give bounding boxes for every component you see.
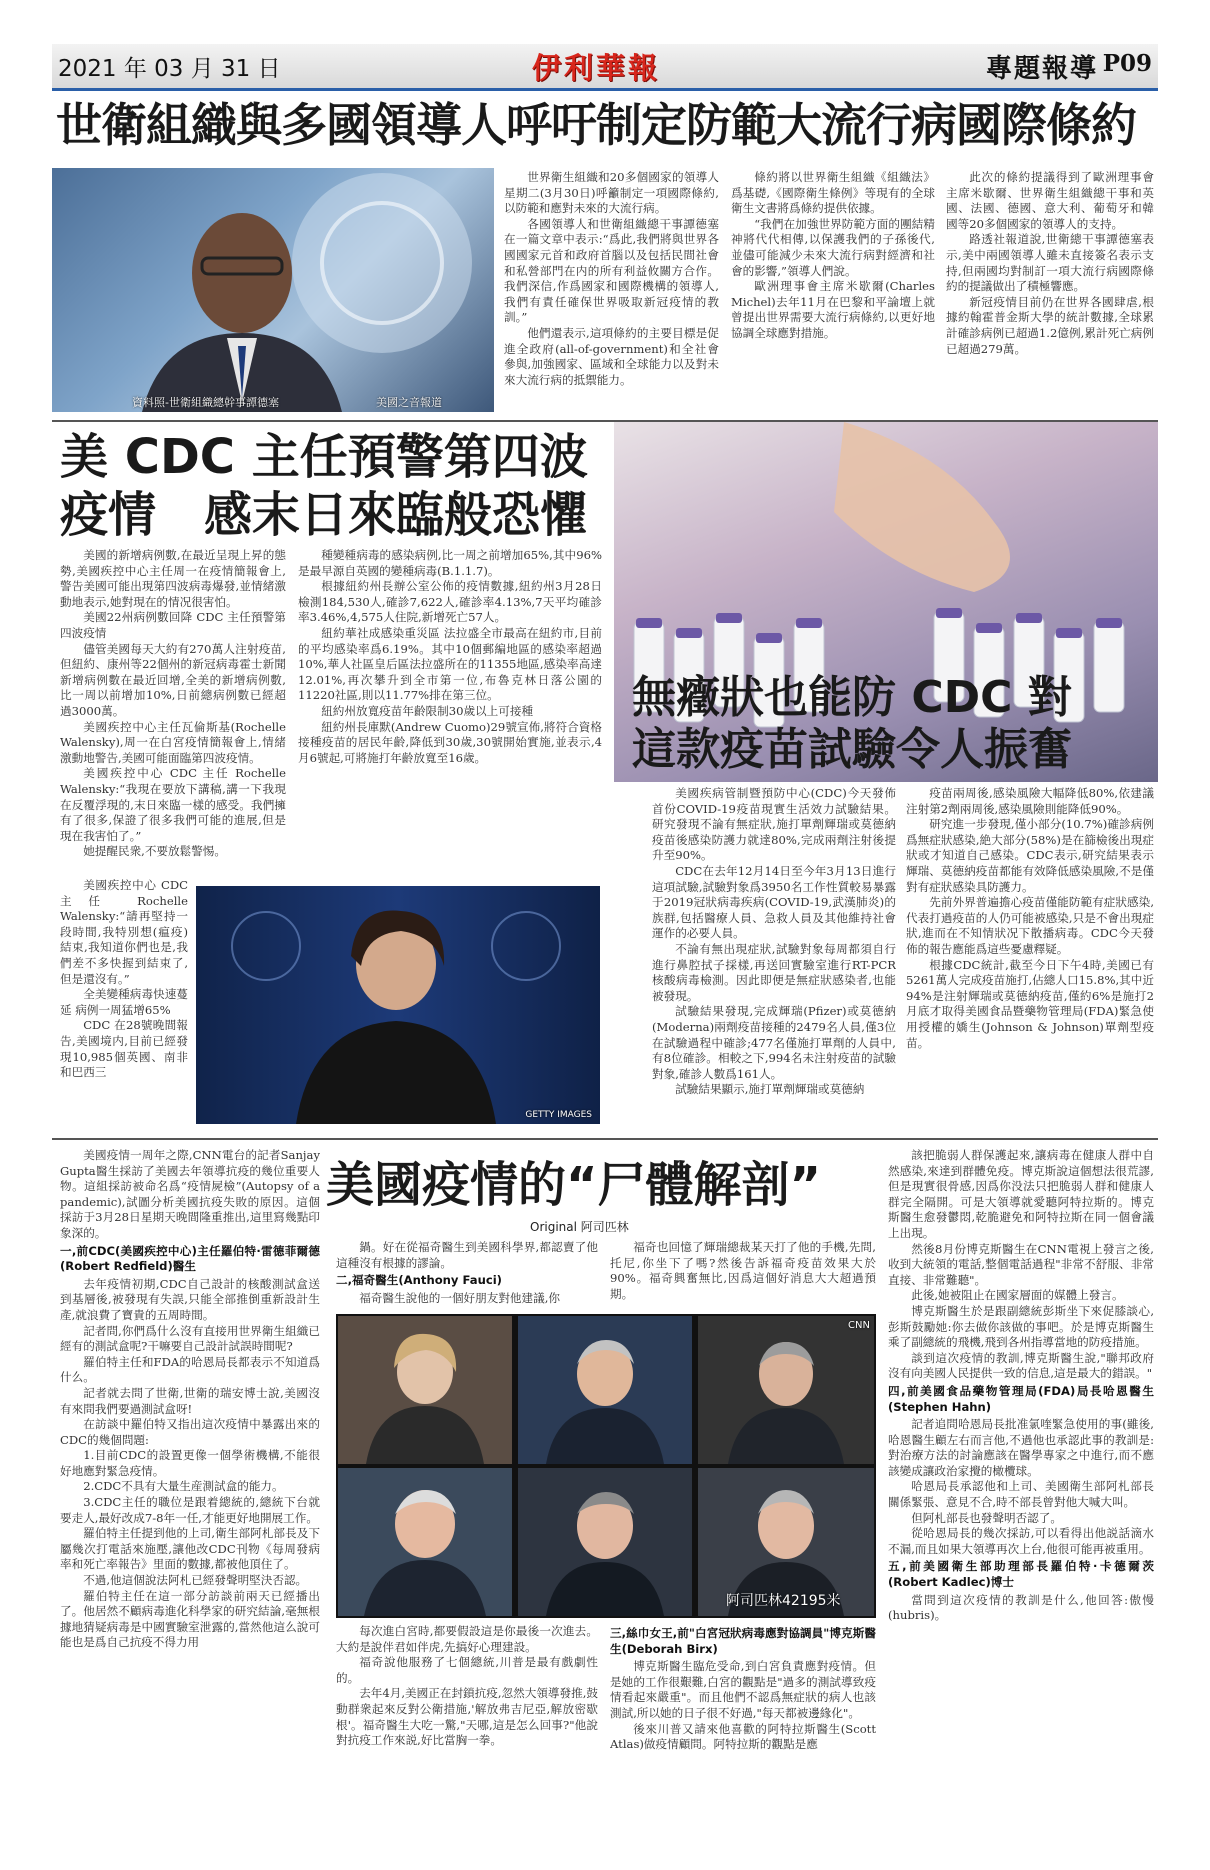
paragraph: 博克斯醫生臨危受命,到白宮負責應對疫情。但是她的工作很艱難,白宮的觀點是"過多的測試導致疫情看起來嚴重"。而且他們不認爲無症狀的病人也該測試,所以她的日子很不好過,"每天都被邊緣化"。 [610,1659,876,1720]
article2-headline-line1: 美 CDC 主任預警第四波 [60,429,588,485]
section-title [986,48,1098,85]
paragraph: 試驗結果發現,完成輝瑞(Pfizer)或莫德納(Moderna)兩劑疫苗接種的2479名人員,僅3位在試驗過程中確診;477名僅施打單劑的人員中,有8位確診。相較之下,994名未注射疫苗的試驗對象,確診人數爲161人。 [652,1004,896,1081]
paragraph: 博克斯醫生於是跟副總統彭斯坐下來促膝談心,彭斯鼓勵她:你去做你該做的事吧。於是博克斯醫生乘了副總統的飛機,飛到各州指導當地的防疫措施。 [888,1303,1154,1350]
article4-column-2-top [336,1240,598,1310]
paragraph: 世界衛生組織和20多個國家的領導人星期二(3月30日)呼籲制定一項國際條約,以防範和應對未來的大流行病。 [504,170,719,216]
article4-column-3-bottom [610,1624,876,1834]
paragraph: 美國的新增病例數,在最近呈現上昇的態勢,美國疾控中心主任周一在疫情簡報會上,警告美國可能出現第四波病毒爆發,並情緒激動地表示,她對現在的情况很害怕。 [60,548,286,609]
masthead-logo: 伊利華報 [532,51,661,85]
paragraph: 根據紐約州長辦公室公佈的疫情數據,紐約州3月28日檢測184,530人,確診7,622人,確診率4.13%,7天平均確診率3.46%,4,575人住院,新增死亡57人。 [298,579,602,625]
paragraph: 紐約州長庫默(Andrew Cuomo)29號宣佈,將符合資格接種疫苗的居民年齡,降低到30歲,30號開始實施,並表示,4月6號起,可將施打年齡放寬至16歲。 [298,719,602,765]
paragraph: 羅伯特主任和FDA的哈恩局長都表示不知道爲什么。 [60,1354,320,1385]
paragraph: 記者就去問了世衛,世衛的瑞安博士說,美國沒有來問我們要過測試盒呀! [60,1385,320,1416]
article3-column-2 [906,786,1154,1128]
paragraph: 此次的條約提議得到了歐洲理事會主席米歇爾、世界衛生組織總干事和英國、法國、德國、意大利、葡萄牙和韓國等20多個國家的領導人的支持。 [946,170,1154,231]
paragraph: 她提醒民衆,不要放鬆警惕。 [83,844,226,859]
paragraph: 美國22州病例數回降 CDC 主任預警第四波疫情 [60,610,286,640]
paragraph: 去年疫情初期,CDC自己設計的核酸測試盒送到基層後,被發現有失誤,只能全部推倒重新設計生產,就浪費了寶貴的五周時間。 [60,1276,320,1322]
article4-byline: Original 阿司匹林 [530,1220,629,1234]
paragraph: 根據CDC統計,截至今日下午4時,美國已有5261萬人完成疫苗施打,佔總人口15.8%,其中近94%是注射輝瑞或莫德納疫苗,僅約6%是施打2月底才取得美國食品暨藥物管理局(FDA)緊急使用授權的嬌生(Johnson & Johnson)單劑型疫苗。 [906,957,1154,1050]
paragraph: 當問到這次疫情的教訓是什么,他回答:傲慢(hubris)。 [888,1592,1154,1623]
paragraph: 福奇也回憶了輝瑞總裁某天打了他的手機,先問,托尼,你坐下了嗎?然後告訴福奇疫苗效果大於90%。福奇興奮無比,因爲這個好消息大大超過預期。 [610,1240,876,1301]
paragraph: 福奇醫生說他的一個好朋友對他建議,你 [359,1290,560,1305]
subheading: 一,前CDC(美國疾控中心)主任羅伯特·雷德菲爾德(Robert Redfield)醫生 [60,1243,320,1274]
paragraph: 紐約州放寬疫苗年齡限制30歲以上可接種 [321,703,534,718]
article4-column-2-bottom [336,1624,598,1834]
article3-headline-line2: 這款疫苗試驗令人振奮 [632,724,1072,775]
article2-column-2 [298,548,602,878]
section-name: 專題報導 [985,54,1098,84]
paragraph: 路透社報道說,世衛總干事譚德塞表示,美中兩國領導人雖未直接簽名表示支持,但兩國均對制訂一項大流行病國際條約的提議做出了積極響應。 [946,232,1154,294]
article1-headline: 世衛組織與多國領導人呼吁制定防範大流行病國際條約 [56,98,1136,152]
paragraph: 此後,她被阻止在國家層面的媒體上發言。 [911,1288,1124,1303]
paragraph: 1.目前CDC的設置更像一個學術機構,不能很好地應對緊急疫情。 [60,1448,320,1478]
article4-photo-grid [336,1314,876,1618]
paragraph: 先前外界普遍擔心疫苗僅能防範有症狀感染,代表打過疫苗的人仍可能被感染,只是不會出現症狀,進而在不知情狀况下散播病毒。CDC今天發佈的報告應能爲這些憂慮釋疑。 [906,895,1154,956]
paragraph: 全美變種病毒快速蔓延 病例一周猛增65% [60,987,188,1017]
paragraph: 記者問,你們爲什么沒有直接用世界衛生組織已經有的測試盒呢?干嘛要自己設計試誤時間呢? [60,1323,320,1354]
article1-column-3 [946,170,1154,414]
article1-column-1 [504,170,719,414]
paragraph: 他們還表示,這項條約的主要目標是促進全政府(all-of-government)和全社會參與,加強國家、區域和全球能力以及對未來大流行病的抵禦能力。 [504,325,719,387]
paragraph: 羅伯特主任提到他的上司,衛生部阿札部長及下屬幾次打電話來施壓,讓他改CDC刊物《每周發病率和死亡率報告》里面的數據,都被他頂住了。 [60,1526,320,1572]
tedros-photo-illustration [52,168,494,412]
paragraph: 從哈恩局長的幾次採訪,可以看得出他説話滴水不漏,而且如果大領導再次上台,他很可能再被重用。 [888,1526,1154,1556]
paragraph: 去年4月,美國正在封鎖抗疫,忽然大領導發推,鼓動群衆起來反對公衛措施,'解放弗吉尼亞,解放密歇根'。福奇醫生大吃一驚,"天哪,這是怎么回事?"他說對抗疫工作來説,好比當胸一拳。 [336,1686,598,1748]
paragraph: 福奇說他服務了七個總統,川普是最有戲劇性的。 [336,1655,598,1685]
subheading: 五,前美國衛生部助理部長羅伯特·卡德爾茨(Robert Kadlec)博士 [888,1559,1154,1590]
article2-photo [196,886,600,1124]
paragraph: 每次進白宮時,都要假設這是你最後一次進去。大約是說伴君如伴虎,先搞好心理建設。 [336,1624,598,1654]
paragraph: 羅伯特主任在這一部分訪談前兩天已經播出了。他居然不顧病毒進化科學家的研究結論,毫無根據地猜疑病毒是中國實驗室泄露的,當然他這么說可能也是爲自己抗疫不得力用 [60,1588,320,1650]
paragraph: 但阿札部長也發聲明否認了。 [911,1510,1062,1525]
paragraph: 美國疾病管制暨預防中心(CDC)今天發佈首份COVID-19疫苗現實生活效力試驗結果。研究發現不論有無症狀,施打單劑輝瑞或莫德納疫苗後感染防護力就達80%,完成兩劑注射後提升至90%。 [652,786,896,863]
header-date: 2021 年 03 月 31 日 [58,56,281,82]
paragraph: 後來川普又請來他喜歡的阿特拉斯醫生(Scott Atlas)做疫情顧問。阿特拉斯的觀點是應 [610,1721,876,1752]
paragraph: 然後8月份博克斯醫生在CNN電視上發言之後,收到大統領的電話,整個電話過程"非常不舒服、非常直接、非常難聽"。 [888,1241,1154,1287]
article2-photo-credit: GETTY IMAGES [525,1110,592,1120]
subheading: 二,福奇醫生(Anthony Fauci) [336,1273,502,1288]
article2-column-1a [60,548,286,880]
paragraph: CDC在去年12月14日至今年3月13日進行這項試驗,試驗對象爲3950名工作性質較易暴露于2019冠狀病毒疾病(COVID-19,武漢肺炎)的族群,包括醫療人員、急救人員及其他維持社會運作的必要人員。 [652,863,896,941]
article3-headline-line1: 無癥狀也能防 CDC 對 [632,672,1072,723]
paragraph: 紐約華社成感染重災區 法拉盛全市最高在紐約市,目前的平均感染率爲6.19%。其中10個郵編地區的感染率超過10%,華人社區皇后區法拉盛所在的11355地區,感染率高達12.01%,再次攀升到全市第一位,布魯克林日落公園的11220社區,則以11.77%排在第三位。 [298,625,602,703]
paragraph: 談到這次疫情的教訓,博克斯醫生說,"聯邦政府沒有向美國人民提供一致的信息,這是最大的錯誤。" [888,1350,1154,1381]
paragraph: 新冠疫情目前仍在世界各國肆虐,根據約翰霍普金斯大學的統計數據,全球累計確診病例已超過1.2億例,累計死亡病例已超過279萬。 [946,294,1154,356]
paragraph: 歐洲理事會主席米歇爾(Charles Michel)去年11月在巴黎和平論壇上就曾提出世界需要大流行病條約,以更好地協調全球應對措施。 [731,279,935,340]
article1-photo-caption-right: 美國之音報道 [376,396,442,409]
paragraph: 疫苗兩周後,感染風險大幅降低80%,依建議注射第2劑兩周後,感染風險則能降低90%。 [906,786,1154,816]
paragraph: 該把脆弱人群保護起來,讓病毒在健康人群中自然感染,來達到群體免疫。博克斯說這個想法很荒謬,但是現實很骨感,因爲你没法只把脆弱人群和健康人群完全隔開。可是大領導就愛聽阿特拉斯的。博克斯醫生愈發鬱悶,乾脆避免和阿特拉斯在同一個會議上出現。 [888,1148,1154,1240]
article4-column-1 [60,1148,320,1834]
article4-headline: 美國疫情的“尸體解剖” [326,1157,822,1213]
article2-headline-line2: 疫情 感末日來臨般恐懼 [60,487,589,543]
paragraph: 美國疾控中心 CDC 主任 Rochelle Walensky:“我現在要放下講稿,講一下我現在反覆浮現的,末日來臨一樣的感受。我們擁有了很多,保證了很多我們可能的進展,但是現在我害怕了。” [60,766,286,843]
paragraph: 記者追問哈恩局長批准氯喹緊急使用的事(雖後,哈恩醫生顧左右而言他,不過他也承認此事的教訓是:對治療方法的討論應該在醫學專家之中進行,而不應該變成讓政治家攪的橄欖球。 [888,1417,1154,1478]
paragraph: 儘管美國每天大約有270萬人注射疫苗,但紐約、康州等22個州的新冠病毒霍士新聞新增病例數在最近回增,全美的新增病例數,比一周以前增加10%,日前總病例數已經超過3000萬。 [60,641,286,718]
article1-photo-caption-left: 資料照-世衛組織總幹事譚德塞 [132,396,279,409]
article1-column-2 [731,170,935,414]
header-bar [52,44,1158,91]
paragraph: 美國疾控中心主任瓦倫斯基(Rochelle Walensky),周一在白宮疫情簡報會上,情緒激動地警告,美國可能面臨第四波疫情。 [60,719,286,765]
paragraph: 美國疫情一周年之際,CNN電台的記者Sanjay Gupta醫生採訪了美國去年領導抗疫的幾位重要人物。這組採訪被命名爲“疫情屍檢”(Autopsy of a pandemic),試圖分析美國抗疫失敗的原因。這個採訪于3月28日星期天晚間隆重推出,這里寫幾點印象深的。 [60,1148,320,1240]
paragraph: 在訪談中羅伯特又指出這次疫情中暴露出來的CDC的幾個問題: [60,1417,320,1447]
subheading: 三,絲巾女王,前"白宮冠狀病毒應對協調員"博克斯醫生(Deborah Birx) [610,1626,876,1656]
paragraph: 種變種病毒的感染病例,比一周之前增加65%,其中96%是最早源自英國的變種病毒(B.1.1.7)。 [298,548,602,578]
article4-column-4 [888,1148,1154,1834]
paragraph: “我們在加強世界防範方面的團結精神將代代相傳,以保護我們的子孫後代,並儘可能減少未來大流行病對經濟和社會的影響,”領導人們說。 [731,216,935,278]
paragraph: 鍋。好在從福奇醫生到美國科學界,都認賣了他這種沒有根據的謬論。 [336,1240,598,1270]
paragraph: 不過,他這個說法阿札已經發聲明堅決否認。 [83,1573,308,1588]
article2-column-1b [60,878,188,1128]
article4-column-3-top [610,1240,876,1310]
paragraph: 研究進一步發現,僅小部分(10.7%)確診病例爲無症狀感染,絶大部分(58%)是在篩檢後出現症狀或才知道自己感染。CDC表示,研究結果表示輝瑞、莫德納疫苗都能有效降低感染風險,不是僅對有症狀感染具防護力。 [906,817,1154,894]
article4-photo-watermark: 阿司匹林42195米 [726,1593,841,1609]
paragraph: 各國領導人和世衛組織總干事譚德塞在一篇文章中表示:“爲此,我們將與世界各國國家元首和政府首腦以及包括民間社會和私營部門在内的所有利益攸關方合作。我們深信,作爲國家和國際機構的領導人,我們有責任確保世界吸取新冠疫情的教訓。” [504,216,719,325]
paragraph: CDC 在28號晚間報告,美國境内,目前已經發現10,985個英國、南非和巴西三 [60,1018,188,1080]
page-number: P09 [1102,50,1152,77]
paragraph: 條約將以世界衛生組織《組織法》爲基礎,《國際衛生條例》等現有的全球衛生文書將爲條約提供依據。 [731,170,935,216]
article1-photo [52,168,494,412]
article4-photo-tag: CNN [848,1320,870,1331]
paragraph: 美國疾控中心 CDC 主任 Rochelle Walensky:“請再堅持一段時間,我特別想(瘟疫)結束,我知道你們也是,我們差不多快握到結束了,但是還沒有。” [60,878,188,986]
article3-column-1 [652,786,896,1128]
paragraph: 3.CDC主任的職位是跟着總統的,總統下台就要走人,最好改成7-8年一任,才能更好地開展工作。 [60,1495,320,1525]
paragraph: 試驗結果顯示,施打單劑輝瑞或莫德納 [675,1082,865,1097]
walensky-photo-illustration [196,886,600,1124]
paragraph: 不論有無出現症狀,試驗對象每周都須自行進行鼻腔拭子採樣,再送回實驗室進行RT-PCR核酸病毒檢測。因此即便是無症狀感染者,也能被發現。 [652,941,896,1003]
subheading: 四,前美國食品藥物管理局(FDA)局長哈恩醫生(Stephen Hahn) [888,1383,1154,1414]
paragraph: 2.CDC不具有大量生産測試盒的能力。 [83,1479,284,1494]
interview-portraits-illustration [336,1314,876,1618]
divider [52,1138,1158,1140]
paragraph: 哈恩局長承認他和上司、美國衛生部阿札部長關係緊張、意見不合,時不部長曾對他大喊大叫。 [888,1479,1154,1510]
